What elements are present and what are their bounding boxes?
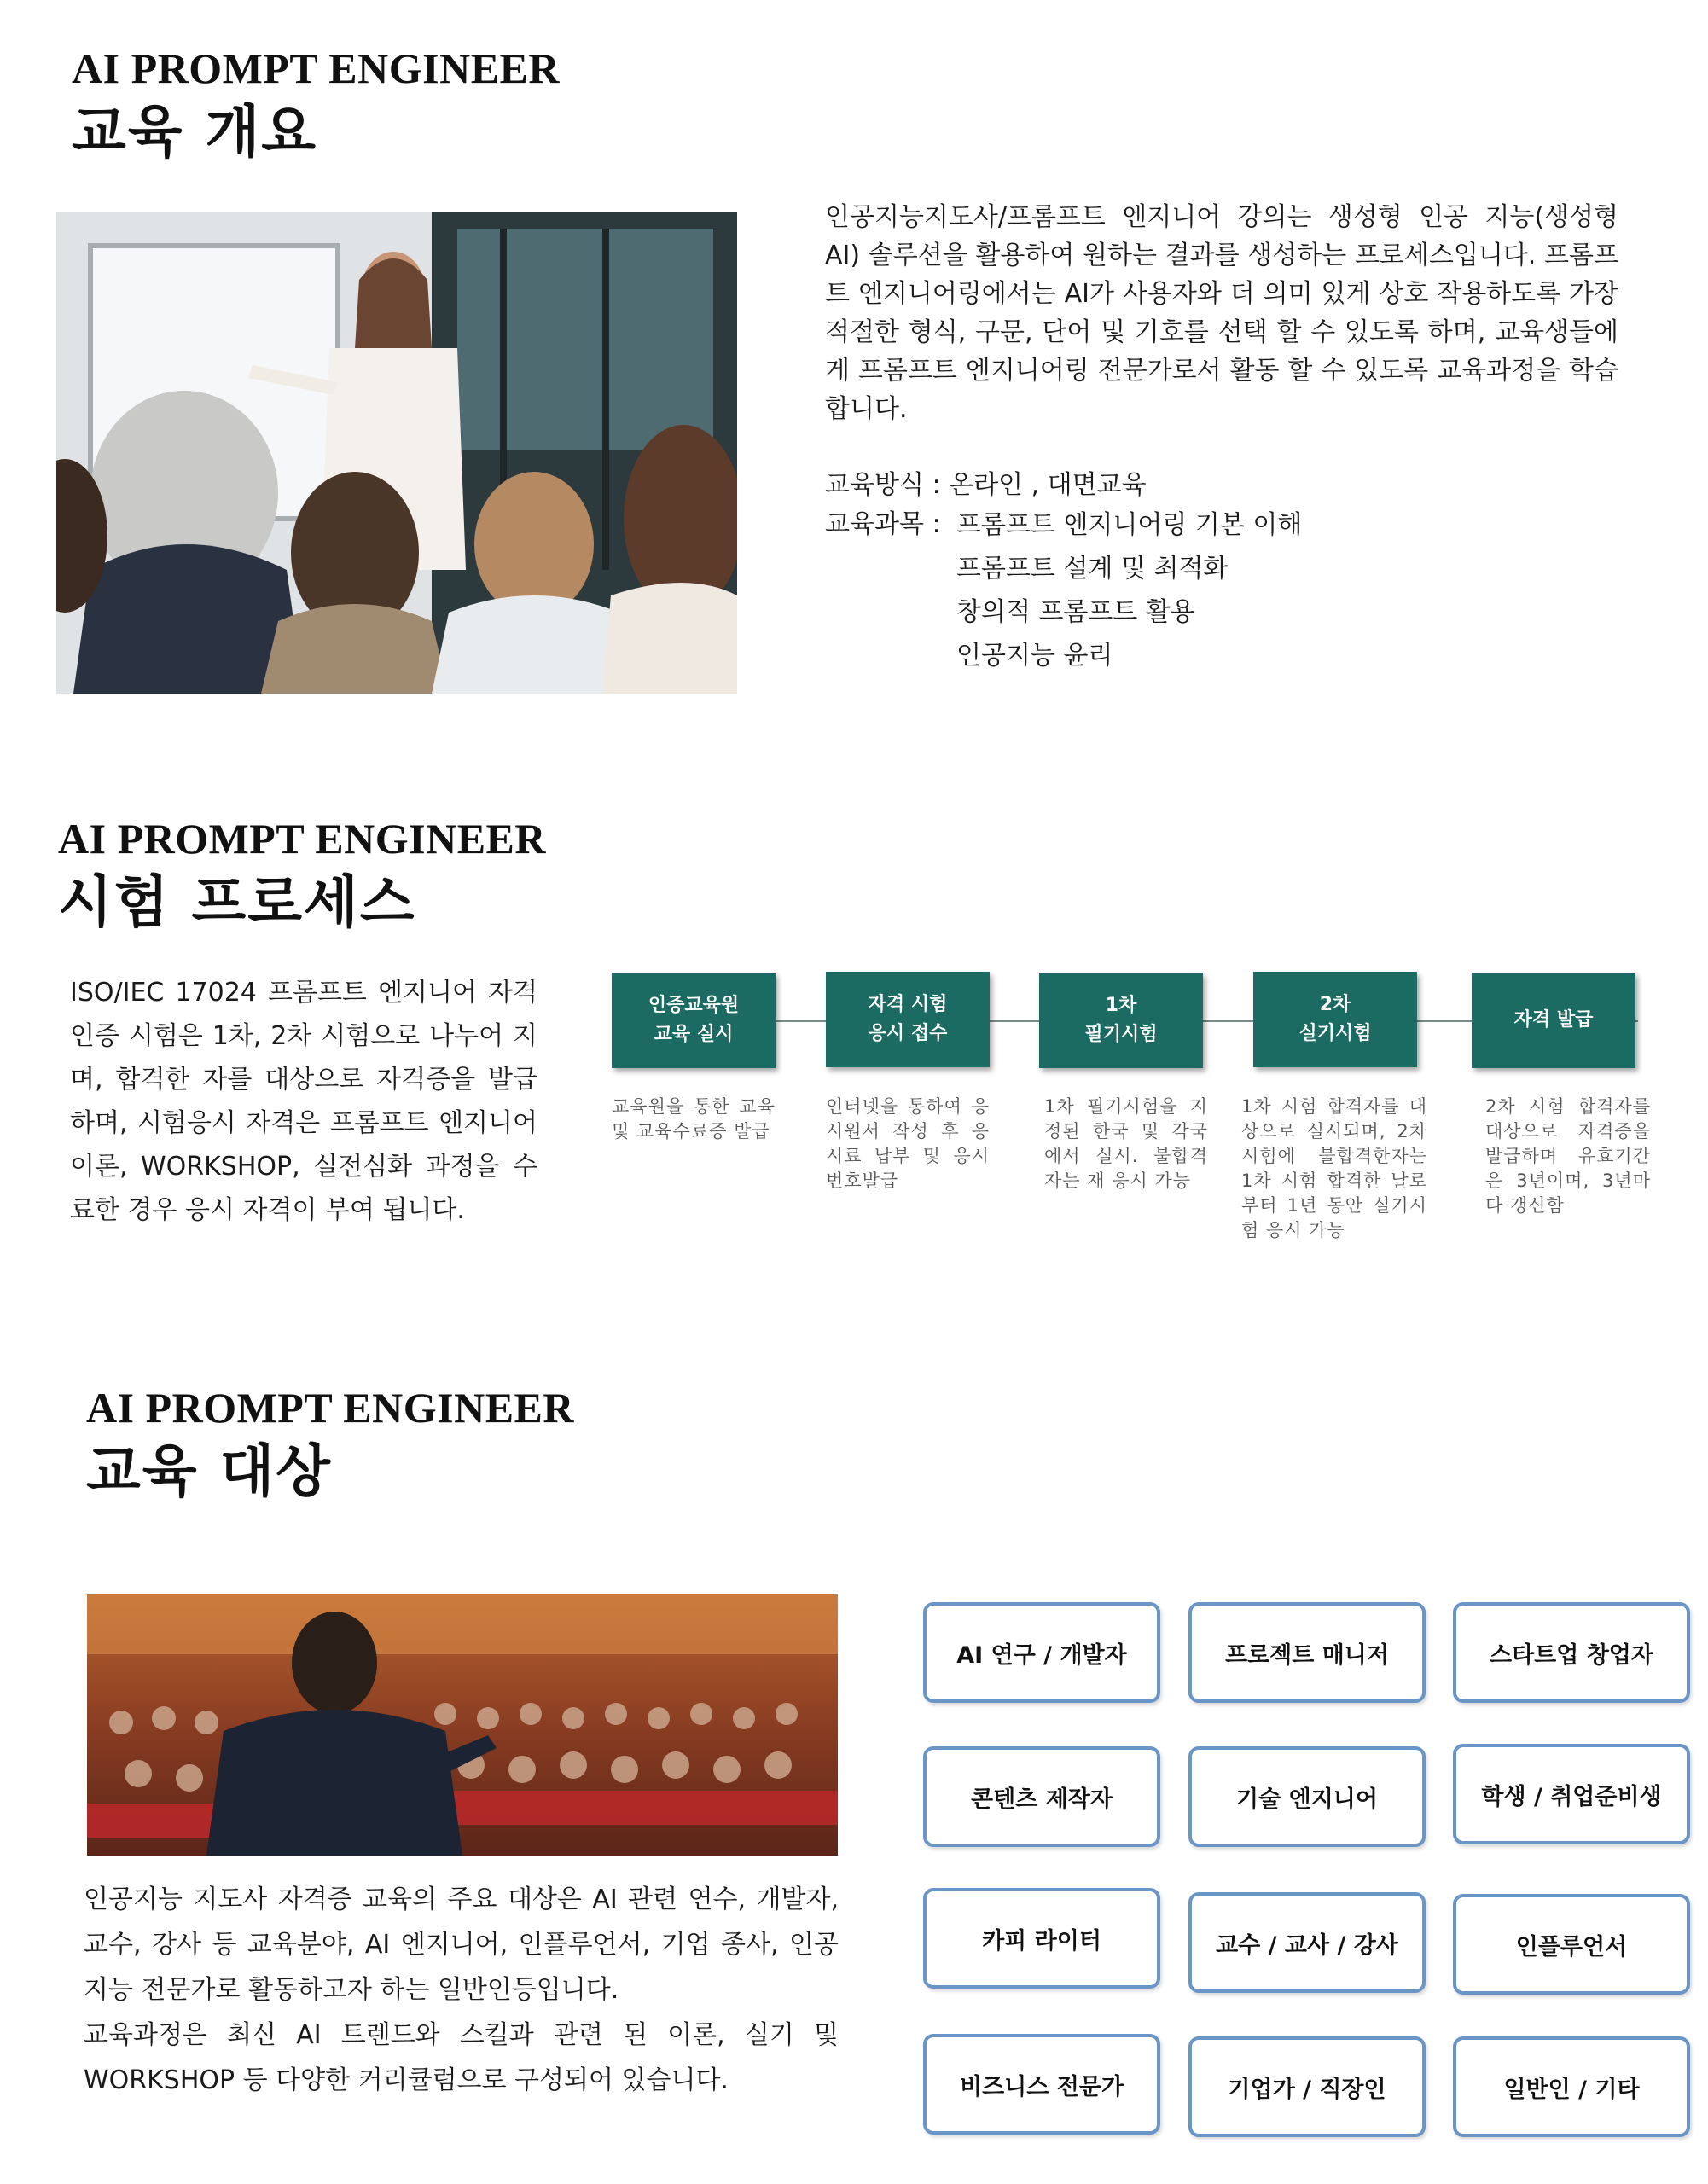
- step-desc-application: 인터넷을 통하여 응시원서 작성 후 응시료 납부 및 응시 번호발급: [826, 1096, 990, 1191]
- step-desc-certificate: 2차 시험 합격자를 대상으로 자격증을 발급하며 유효기간은 3년이며, 3년마다 갱신함: [1485, 1096, 1651, 1216]
- step-box-written-exam: 1차 필기시험: [1039, 973, 1203, 1068]
- subject-list: [956, 503, 1302, 677]
- target-entrepreneur-employee: 기업가 / 직장인: [1188, 2036, 1426, 2137]
- target-professor-teacher: 교수 / 교사 / 강사: [1188, 1892, 1426, 1993]
- conference-speaker-photo: [87, 1594, 838, 1856]
- step-box-practical-exam: 2차 실기시험: [1253, 972, 1417, 1067]
- step-desc-practical-exam: 1차 시험 합격자를 대상으로 실시되며, 2차 시험에 불합격한자는 1차 시험 합격한 날로 부터 1년 동안 실기시험 응시 가능: [1241, 1096, 1427, 1240]
- target-influencer: 인플루언서: [1453, 1894, 1690, 1995]
- step-box-certificate: 자격 발급: [1472, 973, 1635, 1068]
- target-content-creator: 콘텐츠 제작자: [923, 1746, 1160, 1847]
- section1-en-title: AI PROMPT ENGINEER: [72, 44, 561, 92]
- step-box-training: 인증교육원 교육 실시: [612, 973, 776, 1068]
- education-method: 교육방식 : 온라인 , 대면교육: [825, 470, 1147, 500]
- section3-en-title: AI PROMPT ENGINEER: [86, 1384, 575, 1432]
- target-copywriter: 카피 라이터: [923, 1888, 1160, 1989]
- section3-paragraph-1: 인공지능 지도사 자격증 교육의 주요 대상은 AI 관련 연수, 개발자, 교수, 강사 등 교육분야, AI 엔지니어, 인플루언서, 기업 종사, 인공지능 전문가로 활동하고자 하는 일반인등입니다.: [84, 1885, 839, 2005]
- target-student: 학생 / 취업준비생: [1453, 1744, 1690, 1844]
- step-desc-training: 교육원을 통한 교육 및 교육수료증 발급: [612, 1096, 776, 1141]
- target-startup-founder: 스타트업 창업자: [1453, 1602, 1690, 1703]
- subject-item: 창의적 프롬프트 활용: [956, 597, 1195, 627]
- subject-item: 인공지능 윤리: [956, 641, 1113, 671]
- target-business-expert: 비즈니스 전문가: [923, 2034, 1160, 2135]
- target-general-public: 일반인 / 기타: [1453, 2036, 1690, 2137]
- classroom-presenter-photo: [56, 212, 737, 694]
- section1-paragraph: 인공지능지도사/프롬프트 엔지니어 강의는 생성형 인공 지능(생성형 AI) 솔루션을 활용하여 원하는 결과를 생성하는 프로세스입니다. 프롬프트 엔지니어링에서는 AI가 사용자와 더 의미 있게 상호 작용하도록 가장 적절한 형식, 구문, 단어 및 기호를 선택 할 수 있도록 하며, 교육생들에게 프롬프트 엔지니어링 전문가로서 활동 할 수 있도록 교육과정을 학습 합니다.: [825, 202, 1618, 424]
- subject-label: 교육과목 :: [825, 509, 941, 539]
- section3-paragraph-2: 교육과정은 최신 AI 트렌드와 스킬과 관련 된 이론, 실기 및 WORKSHOP 등 다양한 커리큘럼으로 구성되어 있습니다.: [84, 2020, 839, 2095]
- education-subjects: [825, 503, 1593, 700]
- target-tech-engineer: 기술 엔지니어: [1188, 1746, 1426, 1847]
- subject-item: 프롬프트 설계 및 최적화: [956, 554, 1229, 584]
- section3-ko-title: 교육 대상: [86, 1438, 333, 1504]
- target-project-manager: 프로젝트 매니저: [1188, 1602, 1426, 1703]
- section1-ko-title: 교육 개요: [72, 99, 318, 165]
- subject-item: 프롬프트 엔지니어링 기본 이해: [956, 510, 1303, 540]
- section2-en-title: AI PROMPT ENGINEER: [58, 815, 547, 863]
- target-ai-developer: AI 연구 / 개발자: [923, 1602, 1160, 1703]
- section2-paragraph: ISO/IEC 17024 프롬프트 엔지니어 자격 인증 시험은 1차, 2차 시험으로 나누어 지며, 합격한 자를 대상으로 자격증을 발급하며, 시험응시 자격은 프롬프트 엔지니어 이론, WORKSHOP, 실전심화 과정을 수료한 경우 응시 자격이 부여 됩니다.: [70, 978, 537, 1225]
- section2-ko-title: 시험 프로세스: [58, 869, 416, 935]
- step-box-application: 자격 시험 응시 접수: [826, 972, 990, 1067]
- step-desc-written-exam: 1차 필기시험을 지정된 한국 및 각국에서 실시. 불합격자는 재 응시 가능: [1044, 1096, 1208, 1191]
